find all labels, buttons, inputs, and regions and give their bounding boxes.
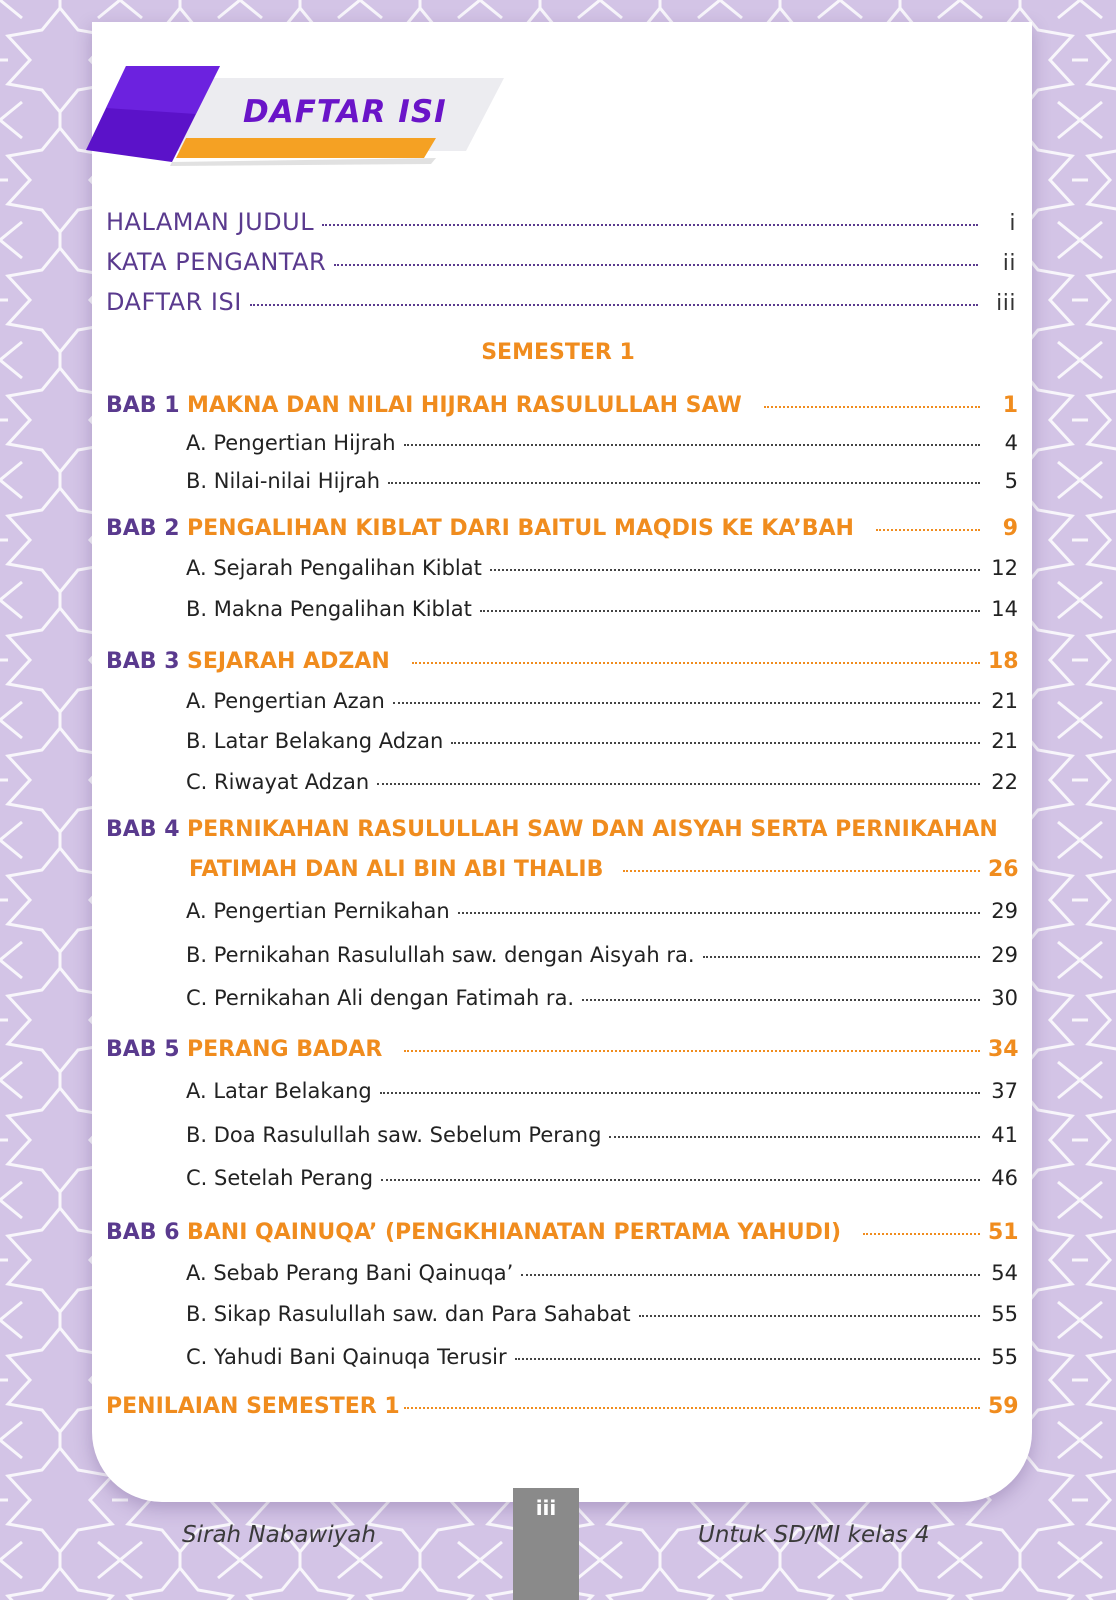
footer-book-title: Sirah Nabawiyah (182, 1522, 376, 1548)
leader-dots (703, 956, 981, 958)
section-page: 21 (991, 689, 1018, 713)
chapter-page: 9 (1002, 516, 1018, 541)
leader-dots (250, 304, 978, 306)
chapter-title: PENGALIHAN KIBLAT DARI BAITUL MAQDIS KE KA’BAH (187, 516, 854, 541)
section-label: B. Pernikahan Rasulullah saw. dengan Aisyah ra. (186, 943, 695, 967)
section-page: 54 (991, 1261, 1018, 1285)
toc-entry-daftar-isi[interactable] (106, 288, 1016, 316)
section-label: B. Latar Belakang Adzan (186, 729, 444, 753)
section-label: B. Sikap Rasulullah saw. dan Para Sahabat (186, 1302, 631, 1326)
section-page: 55 (991, 1302, 1018, 1326)
leader-dots (393, 702, 980, 704)
leader-dots (380, 1092, 980, 1094)
toc-page: i (1009, 211, 1016, 236)
chapter-title: SEJARAH ADZAN (187, 649, 390, 674)
section-page: 22 (991, 770, 1018, 794)
chapter-page: 18 (988, 649, 1019, 674)
toc-section[interactable] (186, 729, 1018, 753)
section-page: 29 (991, 899, 1018, 923)
leader-dots (412, 662, 980, 664)
section-label: A. Latar Belakang (186, 1079, 372, 1103)
chapter-number: BAB 5 (106, 1037, 180, 1062)
section-page: 12 (991, 556, 1018, 580)
section-label: C. Setelah Perang (186, 1166, 374, 1190)
assessment-label: PENILAIAN SEMESTER 1 (106, 1394, 400, 1419)
toc-chapter-2[interactable] (106, 516, 1018, 541)
section-label: B. Makna Pengalihan Kiblat (186, 597, 472, 621)
toc-label: KATA PENGANTAR (106, 248, 327, 276)
toc-section[interactable] (186, 1261, 1018, 1285)
leader-dots (480, 610, 980, 612)
toc-section[interactable] (186, 1345, 1018, 1369)
leader-dots (377, 783, 980, 785)
leader-dots (609, 1136, 980, 1138)
leader-dots (451, 742, 980, 744)
section-label: B. Nilai-nilai Hijrah (186, 469, 381, 493)
chapter-number: BAB 6 (106, 1220, 180, 1245)
leader-dots (388, 482, 980, 484)
section-page: 4 (1004, 431, 1018, 455)
leader-dots (381, 1179, 980, 1181)
leader-dots (639, 1315, 980, 1317)
toc-chapter-4[interactable] (106, 817, 1018, 842)
toc-section[interactable] (186, 943, 1018, 967)
section-page: 14 (991, 597, 1018, 621)
toc-chapter-5[interactable] (106, 1037, 1018, 1062)
chapter-title: PERNIKAHAN RASULULLAH SAW DAN AISYAH SERTA PERNIKAHAN (187, 817, 998, 842)
toc-section[interactable] (186, 597, 1018, 621)
toc-label: DAFTAR ISI (106, 288, 242, 316)
chapter-title-line2: FATIMAH DAN ALI BIN ABI THALIB (189, 857, 604, 882)
leader-dots (515, 1358, 980, 1360)
assessment-page: 59 (988, 1394, 1019, 1419)
toc-label: HALAMAN JUDUL (106, 208, 315, 236)
section-label: C. Pernikahan Ali dengan Fatimah ra. (186, 986, 575, 1010)
toc-section[interactable] (186, 1166, 1018, 1190)
footer-audience: Untuk SD/MI kelas 4 (698, 1522, 930, 1548)
toc-entry-kata-pengantar[interactable] (106, 248, 1016, 276)
leader-dots (490, 569, 980, 571)
toc-section[interactable] (186, 1123, 1018, 1147)
section-page: 41 (991, 1123, 1018, 1147)
toc-section[interactable] (186, 1302, 1018, 1326)
section-label: A. Sejarah Pengalihan Kiblat (186, 556, 482, 580)
leader-dots (404, 1407, 980, 1409)
chapter-title: PERANG BADAR (187, 1037, 383, 1062)
section-page: 29 (991, 943, 1018, 967)
leader-dots (458, 912, 980, 914)
chapter-page: 34 (988, 1037, 1019, 1062)
section-page: 5 (1004, 469, 1018, 493)
section-label: A. Sebab Perang Bani Qainuqa’ (186, 1261, 514, 1285)
leader-dots (582, 999, 980, 1001)
toc-chapter-4-continuation[interactable] (189, 857, 1018, 882)
leader-dots (764, 406, 980, 408)
toc-section[interactable] (186, 899, 1018, 923)
toc-chapter-6[interactable] (106, 1220, 1018, 1245)
leader-dots (863, 1233, 980, 1235)
chapter-page: 51 (988, 1220, 1019, 1245)
chapter-number: BAB 4 (106, 817, 180, 842)
toc-section[interactable] (186, 986, 1018, 1010)
chapter-number: BAB 2 (106, 516, 180, 541)
section-label: B. Doa Rasulullah saw. Sebelum Perang (186, 1123, 602, 1147)
footer-page-number: iii (535, 1496, 557, 1520)
section-page: 21 (991, 729, 1018, 753)
toc-entry-halaman-judul[interactable] (106, 208, 1016, 236)
leader-dots (623, 870, 980, 872)
section-page: 46 (991, 1166, 1018, 1190)
semester-heading: SEMESTER 1 (481, 340, 635, 365)
section-page: 30 (991, 986, 1018, 1010)
section-label: A. Pengertian Hijrah (186, 431, 396, 455)
chapter-number: BAB 3 (106, 649, 180, 674)
toc-section[interactable] (186, 689, 1018, 713)
page-title: DAFTAR ISI (243, 94, 447, 130)
toc-assessment[interactable] (106, 1394, 1018, 1419)
toc-page: iii (996, 291, 1016, 316)
leader-dots (876, 529, 980, 531)
leader-dots (404, 444, 980, 446)
leader-dots (334, 264, 978, 266)
section-page: 37 (991, 1079, 1018, 1103)
leader-dots (521, 1274, 980, 1276)
leader-dots (322, 224, 978, 226)
leader-dots (404, 1050, 980, 1052)
section-label: A. Pengertian Azan (186, 689, 385, 713)
chapter-title: MAKNA DAN NILAI HIJRAH RASULULLAH SAW (187, 393, 742, 418)
section-label: C. Riwayat Adzan (186, 770, 370, 794)
toc-section[interactable] (186, 431, 1018, 455)
toc-chapter-3[interactable] (106, 649, 1018, 674)
chapter-page: 1 (1002, 393, 1018, 418)
chapter-title: BANI QAINUQA’ (PENGKHIANATAN PERTAMA YAHUDI) (187, 1220, 842, 1245)
section-label: A. Pengertian Pernikahan (186, 899, 450, 923)
section-label: C. Yahudi Bani Qainuqa Terusir (186, 1345, 507, 1369)
toc-section[interactable] (186, 556, 1018, 580)
toc-page: ii (1002, 251, 1016, 276)
toc-section[interactable] (186, 770, 1018, 794)
chapter-page: 26 (988, 857, 1019, 882)
toc-section[interactable] (186, 1079, 1018, 1103)
section-page: 55 (991, 1345, 1018, 1369)
toc-chapter-1[interactable] (106, 393, 1018, 418)
toc-section[interactable] (186, 469, 1018, 493)
chapter-number: BAB 1 (106, 393, 180, 418)
